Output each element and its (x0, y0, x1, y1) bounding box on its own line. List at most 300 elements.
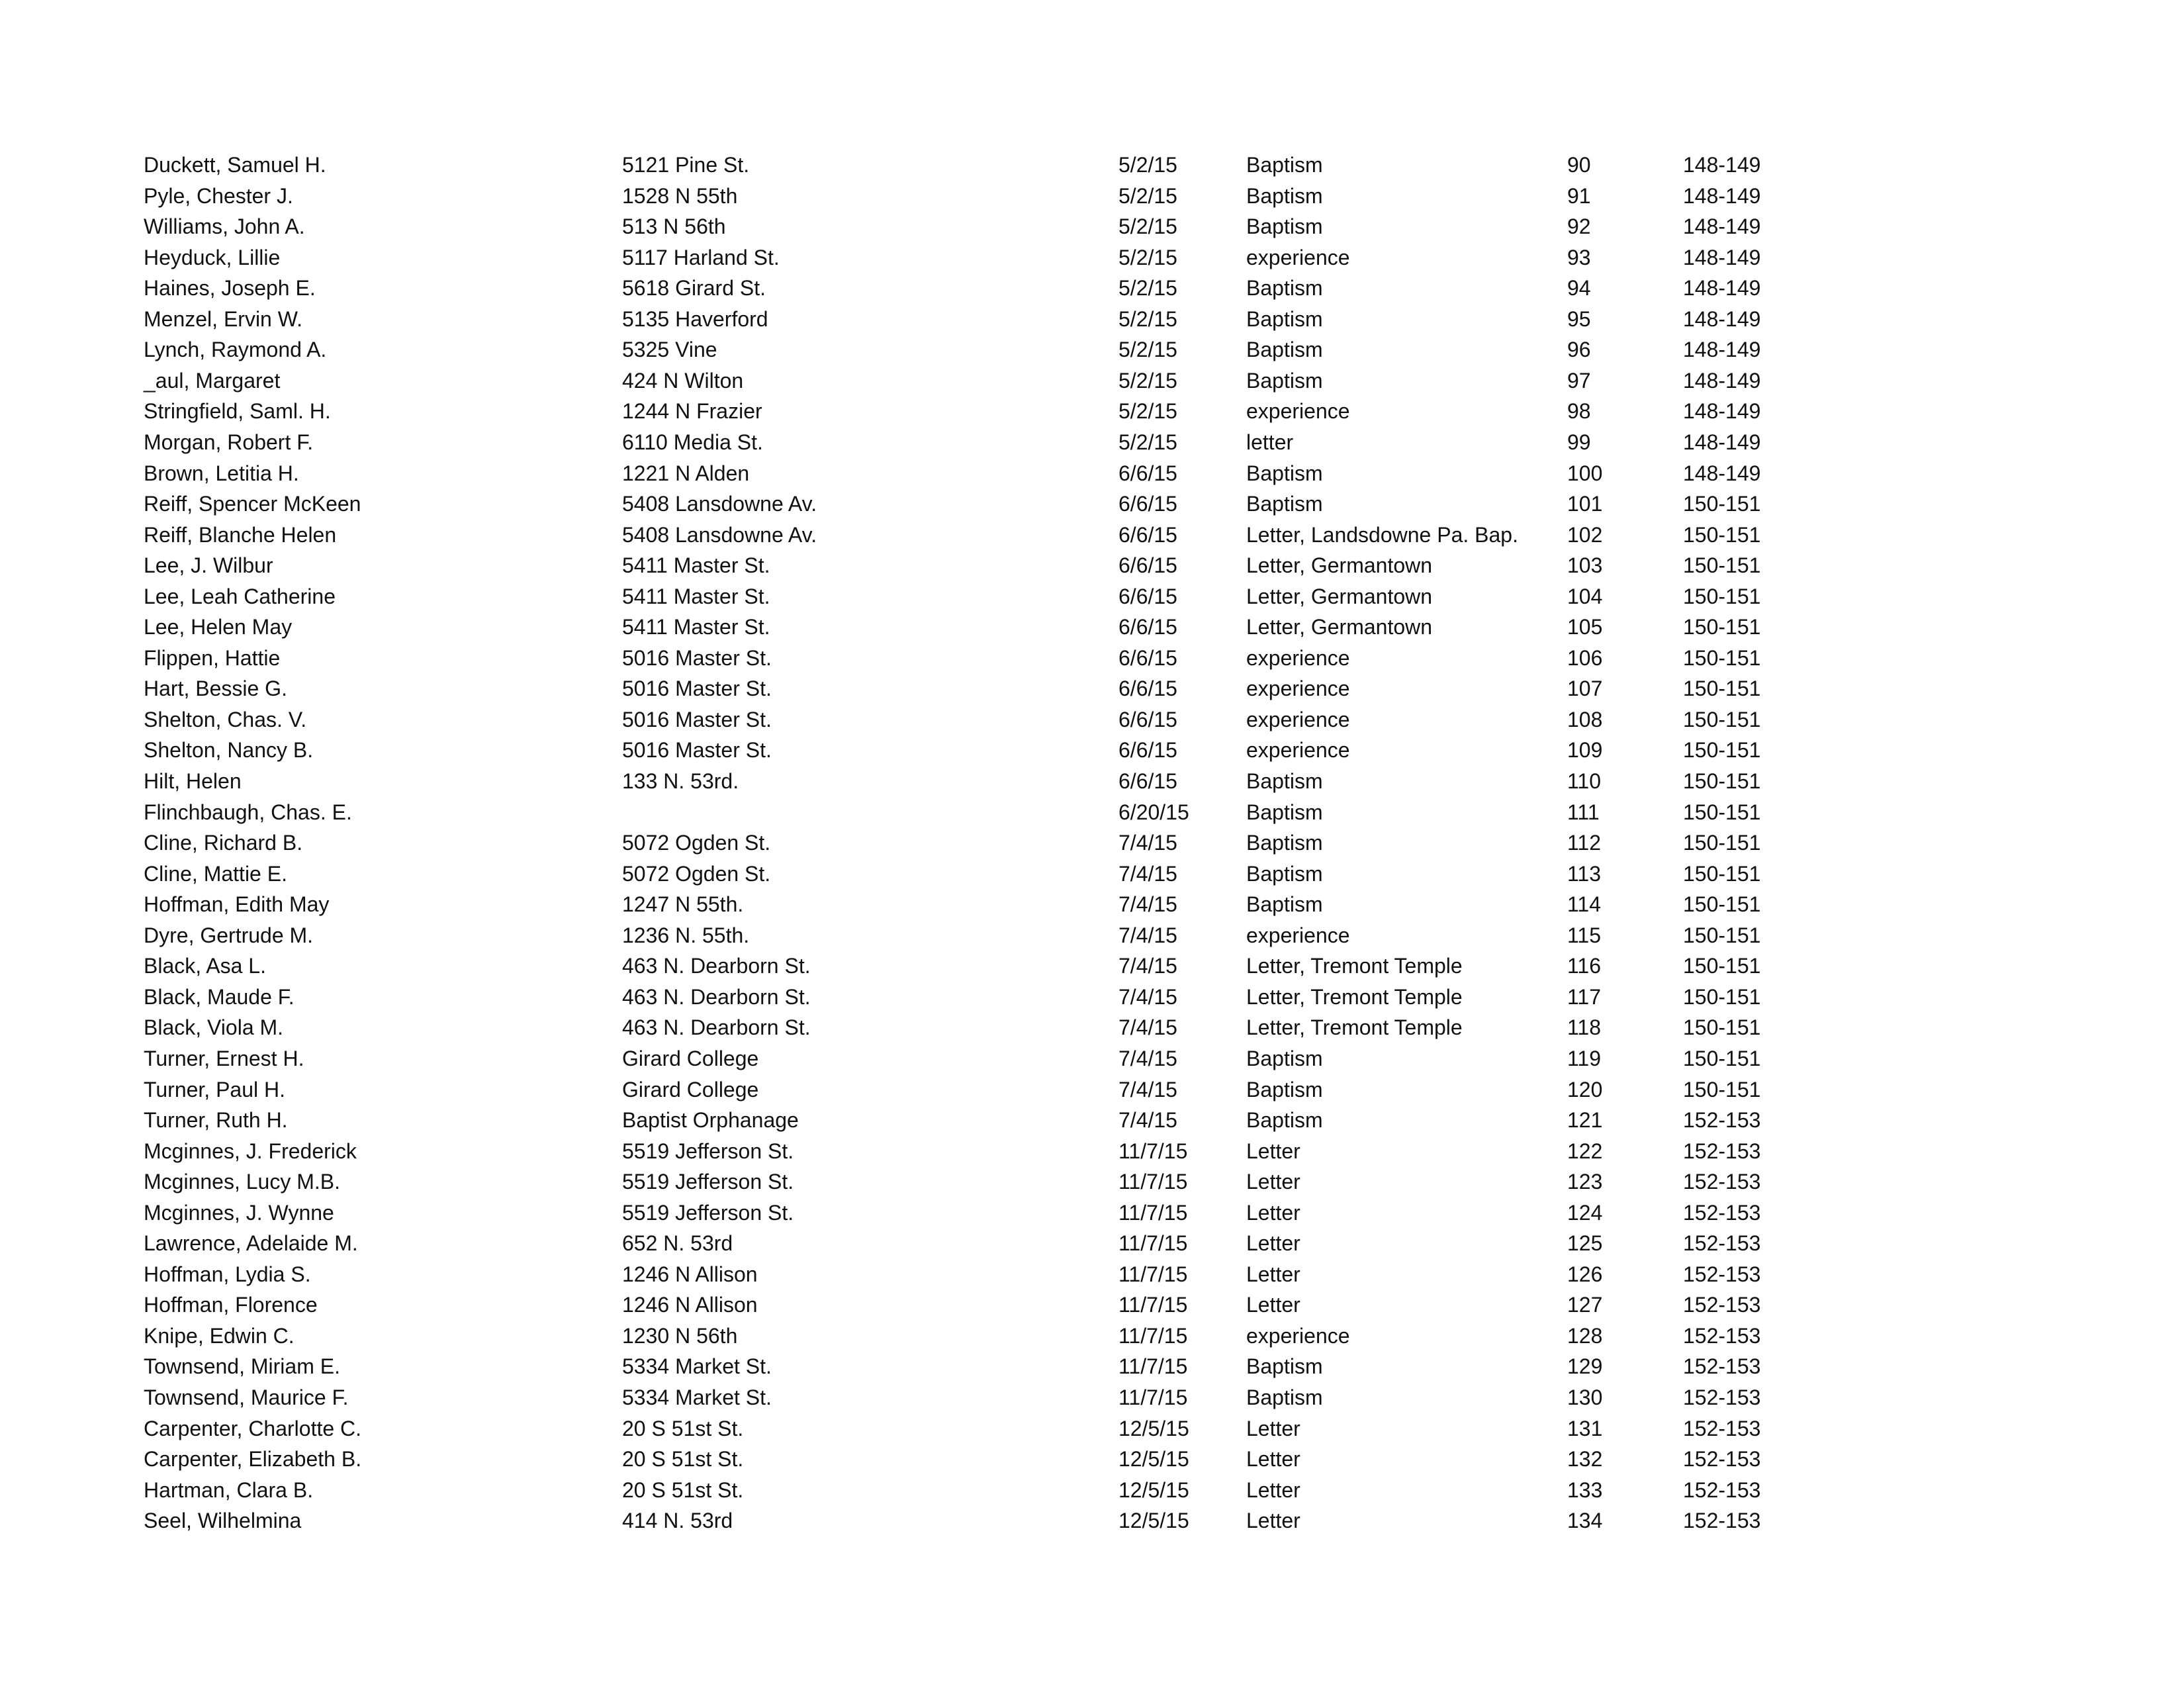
ledger-pages: 148-149 (1683, 153, 1761, 177)
admission-method: experience (1246, 677, 1350, 700)
member-name: Knipe, Edwin C. (144, 1324, 295, 1348)
admission-date: 6/6/15 (1118, 523, 1177, 547)
member-address: 1236 N. 55th. (622, 923, 750, 947)
admission-date: 7/4/15 (1118, 831, 1177, 855)
admission-date: 5/2/15 (1118, 338, 1177, 361)
member-number: 110 (1567, 769, 1602, 793)
member-address: 5411 Master St. (622, 553, 770, 577)
table-row (0, 1351, 2184, 1382)
member-name: Pyle, Chester J. (144, 184, 293, 208)
table-row (0, 1228, 2184, 1258)
admission-method: experience (1246, 1324, 1350, 1348)
ledger-pages: 150-151 (1683, 1015, 1761, 1039)
member-name: Flippen, Hattie (144, 646, 281, 670)
ledger-pages: 148-149 (1683, 214, 1761, 238)
member-name: Carpenter, Elizabeth B. (144, 1447, 362, 1471)
member-number: 111 (1567, 800, 1600, 824)
member-name: Haines, Joseph E. (144, 276, 316, 300)
table-row (0, 1382, 2184, 1413)
member-number: 92 (1567, 214, 1591, 238)
table-row (0, 1475, 2184, 1505)
admission-date: 6/6/15 (1118, 708, 1177, 731)
member-number: 93 (1567, 246, 1591, 269)
member-number: 107 (1567, 677, 1603, 700)
admission-method: Letter (1246, 1509, 1300, 1532)
ledger-pages: 150-151 (1683, 923, 1761, 947)
member-number: 128 (1567, 1324, 1603, 1348)
ledger-pages: 150-151 (1683, 831, 1761, 855)
member-address: 6110 Media St. (622, 430, 763, 454)
admission-date: 12/5/15 (1118, 1478, 1189, 1502)
ledger-pages: 148-149 (1683, 369, 1761, 393)
admission-method: Baptism (1246, 800, 1323, 824)
table-row (0, 150, 2184, 180)
admission-method: experience (1246, 923, 1350, 947)
member-name: Dyre, Gertrude M. (144, 923, 314, 947)
ledger-pages: 148-149 (1683, 430, 1761, 454)
member-name: Shelton, Chas. V. (144, 708, 307, 731)
table-row (0, 982, 2184, 1012)
admission-method: Baptism (1246, 307, 1323, 331)
member-name: Lee, J. Wilbur (144, 553, 273, 577)
table-row (0, 1197, 2184, 1228)
member-name: Brown, Letitia H. (144, 461, 299, 485)
member-name: Menzel, Ervin W. (144, 307, 303, 331)
ledger-pages: 152-153 (1683, 1262, 1761, 1286)
table-row (0, 1043, 2184, 1074)
member-name: Lee, Leah Catherine (144, 585, 336, 608)
ledger-pages: 152-153 (1683, 1447, 1761, 1471)
member-number: 112 (1567, 831, 1602, 855)
member-number: 117 (1567, 985, 1602, 1009)
table-row (0, 520, 2184, 550)
member-name: Hoffman, Lydia S. (144, 1262, 311, 1286)
table-row (0, 1505, 2184, 1536)
admission-date: 5/2/15 (1118, 307, 1177, 331)
ledger-pages: 152-153 (1683, 1324, 1761, 1348)
ledger-pages: 152-153 (1683, 1139, 1761, 1163)
ledger-pages: 148-149 (1683, 246, 1761, 269)
table-row (0, 1166, 2184, 1197)
table-row (0, 1105, 2184, 1135)
admission-method: Letter, Tremont Temple (1246, 985, 1463, 1009)
member-address: 5016 Master St. (622, 738, 772, 762)
member-name: Carpenter, Charlotte C. (144, 1417, 362, 1440)
admission-date: 6/20/15 (1118, 800, 1189, 824)
ledger-pages: 152-153 (1683, 1108, 1761, 1132)
member-name: Cline, Richard B. (144, 831, 303, 855)
admission-method: Letter (1246, 1478, 1300, 1502)
admission-date: 7/4/15 (1118, 1108, 1177, 1132)
member-number: 103 (1567, 553, 1603, 577)
member-name: Mcginnes, J. Wynne (144, 1201, 334, 1225)
admission-date: 7/4/15 (1118, 1047, 1177, 1070)
admission-date: 6/6/15 (1118, 461, 1177, 485)
member-address: 20 S 51st St. (622, 1478, 744, 1502)
admission-method: Letter (1246, 1293, 1300, 1317)
ledger-pages: 150-151 (1683, 523, 1761, 547)
member-address: 5117 Harland St. (622, 246, 780, 269)
ledger-pages: 150-151 (1683, 553, 1761, 577)
member-number: 114 (1567, 892, 1602, 916)
member-name: Turner, Ruth H. (144, 1108, 288, 1132)
ledger-pages: 150-151 (1683, 862, 1761, 886)
ledger-pages: 150-151 (1683, 738, 1761, 762)
admission-method: Baptism (1246, 214, 1323, 238)
table-row (0, 1413, 2184, 1444)
admission-date: 11/7/15 (1118, 1354, 1188, 1378)
admission-method: experience (1246, 246, 1350, 269)
ledger-pages: 150-151 (1683, 708, 1761, 731)
admission-date: 5/2/15 (1118, 430, 1177, 454)
member-address: 5334 Market St. (622, 1354, 772, 1378)
ledger-pages: 152-153 (1683, 1385, 1761, 1409)
member-number: 123 (1567, 1170, 1603, 1194)
ledger-pages: 150-151 (1683, 615, 1761, 639)
member-name: Black, Viola M. (144, 1015, 284, 1039)
member-number: 127 (1567, 1293, 1603, 1317)
member-address: 1230 N 56th (622, 1324, 738, 1348)
member-address: 1246 N Allison (622, 1262, 758, 1286)
table-row (0, 1289, 2184, 1320)
admission-date: 5/2/15 (1118, 399, 1177, 423)
table-row (0, 242, 2184, 273)
ledger-pages: 148-149 (1683, 399, 1761, 423)
ledger-pages: 150-151 (1683, 954, 1761, 978)
admission-method: Baptism (1246, 1078, 1323, 1102)
member-address: 5072 Ogden St. (622, 831, 771, 855)
admission-date: 11/7/15 (1118, 1262, 1188, 1286)
member-address: 5519 Jefferson St. (622, 1170, 794, 1194)
admission-date: 7/4/15 (1118, 1015, 1177, 1039)
member-address: 5411 Master St. (622, 585, 770, 608)
ledger-pages: 150-151 (1683, 1047, 1761, 1070)
admission-date: 5/2/15 (1118, 153, 1177, 177)
admission-method: Letter (1246, 1139, 1300, 1163)
member-address: 424 N Wilton (622, 369, 744, 393)
member-address: 5519 Jefferson St. (622, 1201, 794, 1225)
admission-method: Baptism (1246, 892, 1323, 916)
member-address: 652 N. 53rd (622, 1231, 733, 1255)
admission-method: Letter (1246, 1201, 1300, 1225)
member-number: 94 (1567, 276, 1591, 300)
admission-method: Baptism (1246, 831, 1323, 855)
table-row (0, 612, 2184, 642)
member-number: 95 (1567, 307, 1591, 331)
ledger-pages: 152-153 (1683, 1170, 1761, 1194)
table-row (0, 859, 2184, 889)
member-address: 5016 Master St. (622, 708, 772, 731)
member-address: 133 N. 53rd. (622, 769, 739, 793)
member-address: 5072 Ogden St. (622, 862, 771, 886)
member-name: Morgan, Robert F. (144, 430, 314, 454)
member-address: 1528 N 55th (622, 184, 738, 208)
admission-method: Letter, Tremont Temple (1246, 954, 1463, 978)
member-name: Hoffman, Florence (144, 1293, 318, 1317)
ledger-pages: 150-151 (1683, 492, 1761, 516)
member-name: Turner, Ernest H. (144, 1047, 304, 1070)
table-row (0, 1136, 2184, 1166)
admission-method: Baptism (1246, 1354, 1323, 1378)
admission-date: 6/6/15 (1118, 646, 1177, 670)
member-number: 109 (1567, 738, 1603, 762)
admission-date: 11/7/15 (1118, 1231, 1188, 1255)
admission-method: Letter (1246, 1231, 1300, 1255)
member-number: 129 (1567, 1354, 1603, 1378)
member-number: 134 (1567, 1509, 1603, 1532)
member-number: 90 (1567, 153, 1591, 177)
admission-date: 11/7/15 (1118, 1293, 1188, 1317)
ledger-pages: 150-151 (1683, 646, 1761, 670)
table-row (0, 396, 2184, 426)
admission-method: Letter, Landsdowne Pa. Bap. (1246, 523, 1518, 547)
member-number: 101 (1567, 492, 1603, 516)
member-number: 104 (1567, 585, 1603, 608)
admission-date: 11/7/15 (1118, 1170, 1188, 1194)
admission-method: letter (1246, 430, 1294, 454)
member-name: Shelton, Nancy B. (144, 738, 314, 762)
admission-date: 5/2/15 (1118, 369, 1177, 393)
table-row (0, 304, 2184, 334)
admission-method: Letter, Tremont Temple (1246, 1015, 1463, 1039)
member-address: Baptist Orphanage (622, 1108, 799, 1132)
member-number: 96 (1567, 338, 1591, 361)
member-name: Townsend, Maurice F. (144, 1385, 349, 1409)
member-name: Mcginnes, J. Frederick (144, 1139, 357, 1163)
member-address: Girard College (622, 1078, 759, 1102)
member-address: 5135 Haverford (622, 307, 768, 331)
member-name: Williams, John A. (144, 214, 305, 238)
member-name: Heyduck, Lillie (144, 246, 281, 269)
member-name: Lynch, Raymond A. (144, 338, 327, 361)
ledger-pages: 148-149 (1683, 461, 1761, 485)
admission-method: Baptism (1246, 153, 1323, 177)
admission-method: Baptism (1246, 461, 1323, 485)
table-row (0, 1444, 2184, 1474)
table-row (0, 673, 2184, 704)
table-row (0, 427, 2184, 457)
admission-method: experience (1246, 646, 1350, 670)
admission-date: 11/7/15 (1118, 1139, 1188, 1163)
table-row (0, 1074, 2184, 1105)
member-number: 133 (1567, 1478, 1603, 1502)
ledger-pages: 150-151 (1683, 800, 1761, 824)
member-name: Hart, Bessie G. (144, 677, 287, 700)
table-row (0, 643, 2184, 673)
table-row (0, 735, 2184, 765)
member-name: Hoffman, Edith May (144, 892, 330, 916)
ledger-pages: 152-153 (1683, 1354, 1761, 1378)
member-number: 130 (1567, 1385, 1603, 1409)
member-address: 513 N 56th (622, 214, 726, 238)
member-address: 5334 Market St. (622, 1385, 772, 1409)
table-row (0, 704, 2184, 735)
admission-method: Letter, Germantown (1246, 585, 1433, 608)
member-address: 20 S 51st St. (622, 1447, 744, 1471)
table-row (0, 889, 2184, 919)
member-number: 118 (1567, 1015, 1602, 1039)
admission-date: 5/2/15 (1118, 246, 1177, 269)
member-number: 125 (1567, 1231, 1603, 1255)
ledger-pages: 150-151 (1683, 892, 1761, 916)
member-address: 1247 N 55th. (622, 892, 744, 916)
member-number: 115 (1567, 923, 1602, 947)
admission-date: 5/2/15 (1118, 184, 1177, 208)
member-name: Mcginnes, Lucy M.B. (144, 1170, 340, 1194)
admission-date: 12/5/15 (1118, 1417, 1189, 1440)
member-address: 5618 Girard St. (622, 276, 766, 300)
member-number: 100 (1567, 461, 1603, 485)
member-address: 5408 Lansdowne Av. (622, 492, 817, 516)
table-row (0, 458, 2184, 489)
member-name: Hilt, Helen (144, 769, 242, 793)
admission-method: Baptism (1246, 369, 1323, 393)
admission-method: Baptism (1246, 769, 1323, 793)
table-row (0, 1321, 2184, 1351)
member-number: 131 (1567, 1417, 1603, 1440)
member-address: 463 N. Dearborn St. (622, 1015, 811, 1039)
ledger-pages: 148-149 (1683, 338, 1761, 361)
member-number: 106 (1567, 646, 1603, 670)
member-name: Cline, Mattie E. (144, 862, 287, 886)
admission-method: Baptism (1246, 184, 1323, 208)
table-row (0, 920, 2184, 951)
member-name: Townsend, Miriam E. (144, 1354, 340, 1378)
member-address: Girard College (622, 1047, 759, 1070)
member-number: 108 (1567, 708, 1603, 731)
table-row (0, 797, 2184, 827)
table-row (0, 581, 2184, 612)
table-row (0, 334, 2184, 365)
table-row (0, 1012, 2184, 1043)
admission-method: Letter, Germantown (1246, 553, 1433, 577)
ledger-pages: 150-151 (1683, 769, 1761, 793)
admission-date: 6/6/15 (1118, 585, 1177, 608)
member-address: 20 S 51st St. (622, 1417, 744, 1440)
table-row (0, 273, 2184, 303)
ledger-pages: 152-153 (1683, 1231, 1761, 1255)
member-address: 463 N. Dearborn St. (622, 954, 811, 978)
table-row (0, 211, 2184, 242)
admission-date: 5/2/15 (1118, 214, 1177, 238)
ledger-pages: 148-149 (1683, 276, 1761, 300)
admission-method: Baptism (1246, 338, 1323, 361)
member-number: 91 (1567, 184, 1591, 208)
member-number: 116 (1567, 954, 1602, 978)
admission-method: Baptism (1246, 1108, 1323, 1132)
admission-date: 7/4/15 (1118, 892, 1177, 916)
member-name: Lee, Helen May (144, 615, 293, 639)
table-row (0, 1259, 2184, 1289)
ledger-pages: 150-151 (1683, 677, 1761, 700)
ledger-pages: 150-151 (1683, 585, 1761, 608)
admission-date: 6/6/15 (1118, 738, 1177, 762)
admission-date: 6/6/15 (1118, 492, 1177, 516)
member-number: 97 (1567, 369, 1591, 393)
ledger-pages: 148-149 (1683, 184, 1761, 208)
table-row (0, 365, 2184, 396)
admission-date: 6/6/15 (1118, 677, 1177, 700)
admission-method: Letter (1246, 1417, 1300, 1440)
admission-method: Baptism (1246, 862, 1323, 886)
member-name: Duckett, Samuel H. (144, 153, 326, 177)
member-name: Hartman, Clara B. (144, 1478, 314, 1502)
admission-method: experience (1246, 708, 1350, 731)
member-name: Seel, Wilhelmina (144, 1509, 302, 1532)
admission-method: Baptism (1246, 276, 1323, 300)
ledger-pages: 152-153 (1683, 1509, 1761, 1532)
member-number: 99 (1567, 430, 1591, 454)
ledger-pages: 152-153 (1683, 1417, 1761, 1440)
admission-date: 7/4/15 (1118, 1078, 1177, 1102)
ledger-pages: 152-153 (1683, 1201, 1761, 1225)
member-address: 5016 Master St. (622, 646, 772, 670)
admission-method: Baptism (1246, 492, 1323, 516)
member-address: 5016 Master St. (622, 677, 772, 700)
member-number: 120 (1567, 1078, 1603, 1102)
admission-date: 7/4/15 (1118, 985, 1177, 1009)
member-address: 414 N. 53rd (622, 1509, 733, 1532)
member-number: 126 (1567, 1262, 1603, 1286)
member-address: 5325 Vine (622, 338, 717, 361)
ledger-pages: 152-153 (1683, 1478, 1761, 1502)
member-name: Flinchbaugh, Chas. E. (144, 800, 352, 824)
ledger-pages: 148-149 (1683, 307, 1761, 331)
admission-date: 6/6/15 (1118, 769, 1177, 793)
member-name: Black, Maude F. (144, 985, 295, 1009)
admission-date: 7/4/15 (1118, 923, 1177, 947)
member-address: 5519 Jefferson St. (622, 1139, 794, 1163)
admission-date: 12/5/15 (1118, 1509, 1189, 1532)
member-number: 121 (1567, 1108, 1603, 1132)
member-number: 124 (1567, 1201, 1603, 1225)
member-number: 105 (1567, 615, 1603, 639)
member-number: 98 (1567, 399, 1591, 423)
admission-method: Letter (1246, 1170, 1300, 1194)
admission-method: Letter (1246, 1447, 1300, 1471)
member-name: Stringfield, Saml. H. (144, 399, 331, 423)
member-address: 1221 N Alden (622, 461, 750, 485)
member-number: 122 (1567, 1139, 1603, 1163)
member-name: Turner, Paul H. (144, 1078, 286, 1102)
admission-date: 12/5/15 (1118, 1447, 1189, 1471)
member-address: 463 N. Dearborn St. (622, 985, 811, 1009)
admission-date: 11/7/15 (1118, 1385, 1188, 1409)
member-number: 132 (1567, 1447, 1603, 1471)
member-address: 1246 N Allison (622, 1293, 758, 1317)
table-row (0, 181, 2184, 211)
table-row (0, 951, 2184, 981)
table-row (0, 550, 2184, 581)
ledger-pages: 150-151 (1683, 1078, 1761, 1102)
member-number: 102 (1567, 523, 1603, 547)
ledger-pages: 150-151 (1683, 985, 1761, 1009)
ledger-pages: 152-153 (1683, 1293, 1761, 1317)
admission-date: 6/6/15 (1118, 553, 1177, 577)
table-row (0, 766, 2184, 796)
admission-date: 7/4/15 (1118, 862, 1177, 886)
member-number: 119 (1567, 1047, 1602, 1070)
member-address: 5408 Lansdowne Av. (622, 523, 817, 547)
admission-date: 5/2/15 (1118, 276, 1177, 300)
member-name: Reiff, Blanche Helen (144, 523, 337, 547)
member-name: Black, Asa L. (144, 954, 266, 978)
table-row (0, 827, 2184, 858)
member-address: 5411 Master St. (622, 615, 770, 639)
admission-date: 11/7/15 (1118, 1324, 1188, 1348)
admission-date: 11/7/15 (1118, 1201, 1188, 1225)
member-name: _aul, Margaret (144, 369, 281, 393)
